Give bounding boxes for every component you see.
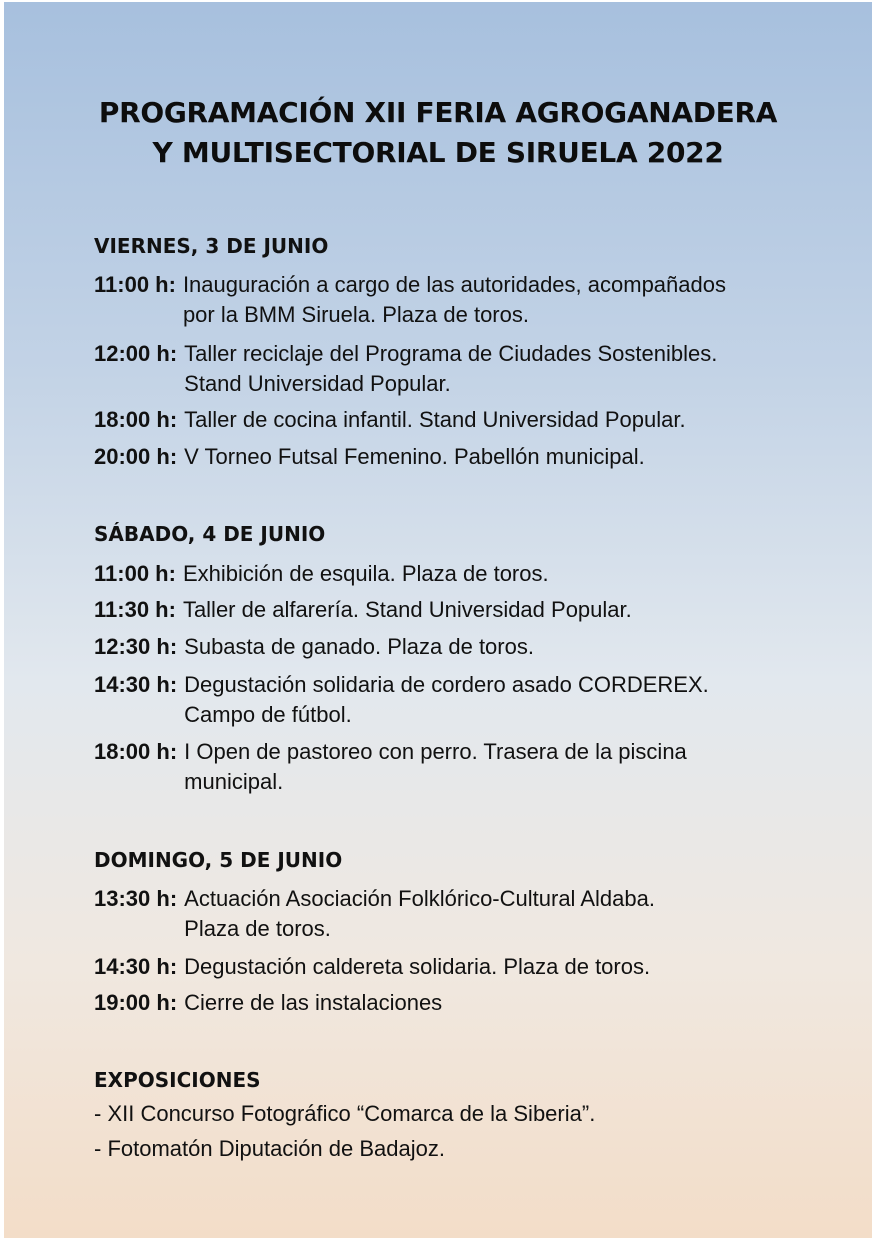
event-description: Taller reciclaje del Programa de Ciudades Sostenibles. Stand Universidad Popular. (184, 341, 718, 396)
event-time: 13:30 h: (94, 886, 178, 911)
exhibition-item: - Fotomatón Diputación de Badajoz. (94, 1136, 445, 1161)
event-time: 14:30 h: (94, 672, 178, 697)
event-item (94, 884, 834, 944)
event-item (94, 988, 834, 1018)
event-description: Taller de cocina infantil. Stand Universidad Popular. (184, 407, 686, 432)
event-item (94, 737, 834, 797)
event-item (94, 405, 834, 435)
event-description: Degustación solidaria de cordero asado CORDEREX. Campo de fútbol. (184, 672, 709, 727)
event-item (94, 632, 834, 662)
exhibitions-heading: EXPOSICIONES (94, 1068, 261, 1092)
event-time: 14:30 h: (94, 954, 178, 979)
event-item (94, 670, 834, 730)
event-description: V Torneo Futsal Femenino. Pabellón municipal. (184, 444, 645, 469)
event-time: 18:00 h: (94, 739, 178, 764)
event-time: 18:00 h: (94, 407, 178, 432)
event-description: Cierre de las instalaciones (184, 990, 443, 1015)
program-poster (4, 2, 872, 1238)
event-time: 11:00 h: (94, 561, 176, 586)
event-description: Subasta de ganado. Plaza de toros. (184, 634, 534, 659)
title-line-2: Y MULTISECTORIAL DE SIRUELA 2022 (152, 136, 724, 169)
event-description: Actuación Asociación Folklórico-Cultural Aldaba. Plaza de toros. (184, 886, 655, 941)
event-time: 12:00 h: (94, 341, 178, 366)
event-item (94, 270, 834, 330)
event-item (94, 442, 834, 472)
page-title (4, 93, 872, 173)
day-heading-friday: VIERNES, 3 DE JUNIO (94, 234, 329, 258)
event-item (94, 559, 834, 589)
event-time: 12:30 h: (94, 634, 178, 659)
title-line-1: PROGRAMACIÓN XII FERIA AGROGANADERA (98, 96, 778, 129)
day-heading-saturday: SÁBADO, 4 DE JUNIO (94, 522, 326, 546)
event-description: I Open de pastoreo con perro. Trasera de la piscina municipal. (184, 739, 687, 794)
event-time: 11:00 h: (94, 272, 176, 297)
event-description: Inauguración a cargo de las autoridades, acompañados por la BMM Siruela. Plaza de toros. (182, 272, 726, 327)
event-item (94, 339, 834, 399)
event-description: Taller de alfarería. Stand Universidad Popular. (182, 597, 632, 622)
event-time: 11:30 h: (94, 597, 176, 622)
event-time: 20:00 h: (94, 444, 178, 469)
event-item (94, 952, 834, 982)
exhibition-item: - XII Concurso Fotográfico “Comarca de la Siberia”. (94, 1101, 596, 1126)
event-description: Exhibición de esquila. Plaza de toros. (182, 561, 549, 586)
event-item (94, 595, 834, 625)
day-heading-sunday: DOMINGO, 5 DE JUNIO (94, 848, 343, 872)
event-time: 19:00 h: (94, 990, 178, 1015)
event-description: Degustación caldereta solidaria. Plaza de toros. (184, 954, 651, 979)
